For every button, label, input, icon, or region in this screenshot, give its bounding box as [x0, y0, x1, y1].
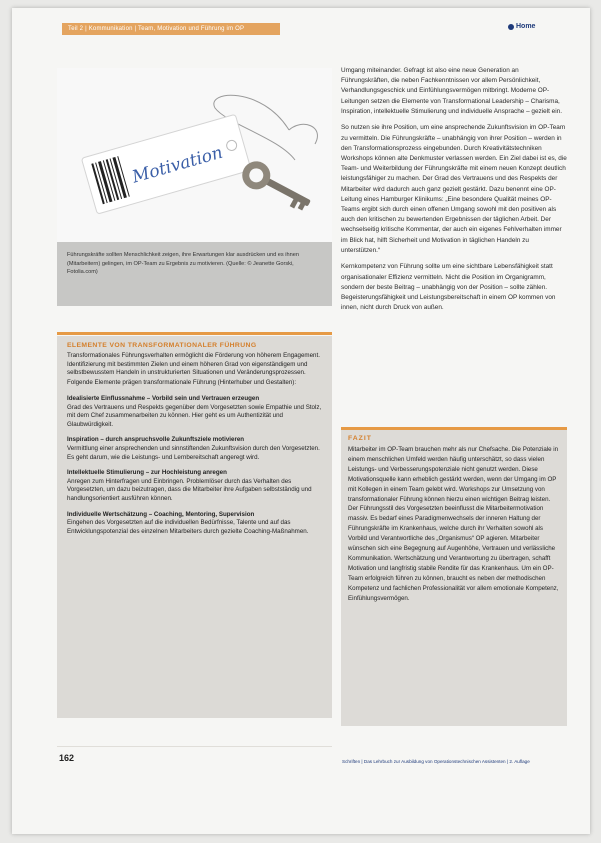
- tag-word: Motivation: [130, 142, 226, 188]
- motivation-key-photo: [57, 68, 332, 242]
- section-heading: Intellektuelle Stimulierung – zur Hochleistung anregen: [67, 469, 227, 477]
- section-heading: Individuelle Wertschätzung – Coaching, Mentoring, Supervision: [67, 510, 255, 518]
- home-icon: [508, 24, 514, 30]
- body-paragraph: Kernkompetenz von Führung sollte um eine sichtbare Lebensfähigkeit statt organisationaler Effizienz vermitteln. Nicht die Position im Organigramm, sondern der beste Beitrag – unabhängig von der Position – sollte zählen. Begeisterungsfähigkeit und Leistungsbereitschaft in einem OP kommen von innen, nicht durch Druck von außen.: [341, 263, 556, 312]
- page-number: 162: [59, 753, 75, 763]
- box-section: [67, 395, 325, 429]
- home-link[interactable]: [508, 23, 535, 30]
- photo-caption: Führungskräfte sollten Menschlichkeit zeigen, ihre Erwartungen klar ausdrücken und es ihnen (Mitarbeitern) gelingen, im OP-Team zu Ergebnis zu motivieren. (Quelle: © Jeanette Gorski, Fotolia.com): [67, 252, 299, 275]
- footer-divider: [57, 746, 332, 747]
- magazine-page: [12, 8, 590, 834]
- fazit-text: Mitarbeiter im OP-Team brauchen mehr als nur Chefsache. Die Potenziale in einem menschlichen Umfeld werden häufig unterschätzt, so dass vielen Leistungs- und Verbesserungspotenziale nicht genutzt werden. Diese Motivationsquelle kann erheblich gestärkt werden, wenn der Umgang im OP mit Kollegen in einem Team gelebt wird. Workshops zur Umsetzung von transformationaler Führung können hierzu einen wichtigen Beitrag leisten. Der Führungsstil des Vorgesetzten beeinflusst die Mitarbeitermotivation massiv. Es bedarf eines Paradigmenwechsels der inneren Haltung der Führungskräfte im Krankenhaus, welche durch ihr Verhalten sowohl als Vorbild und Verantwortliche des „Organismus“ OP agieren. Mitarbeiter wünschen sich eine Begegnung auf Augenhöhe, Vertrauen und verlässliche Kommunikation. Wertschätzung und Verantwortung zu übertragen, schafft Motivation und langfristig stabile Rendite für das Krankenhaus. Um ein OP-Team erfolgreich führen zu können, braucht es neben der methodischen Kompetenz und fachlichen Professionalität vor allem emotionale Kompetenz, Einfühlungsvermögen.: [348, 446, 559, 602]
- section-text: Eingehen des Vorgesetzten auf die individuellen Bedürfnisse, Talente und auf das Entwicklungspotenzial des einzelnen Mitarbeiters durch gezielte Coaching-Maßnahmen.: [67, 519, 309, 535]
- orange-rule: [57, 332, 332, 335]
- publication-footer: [342, 759, 568, 764]
- right-column-text: [341, 66, 567, 320]
- body-paragraph: Umgang miteinander. Gefragt ist also eine neue Generation an Führungskräften, die neben Fachkenntnissen vor allem Persönlichkeit, Verhandlungsgeschick und Einfühlungsvermögen mitbringt. Moderne OP-Leitungen setzen die Elemente von Transformational Leadership – Charisma, Inspiration, intellektuelle Stimulierung und individuelle Ansprache – gezielt ein.: [341, 67, 562, 115]
- box-section: [67, 436, 325, 462]
- fazit-title: FAZIT: [348, 435, 372, 442]
- orange-rule: [341, 427, 567, 430]
- key-tag-illustration: [57, 68, 332, 242]
- section-text: Anregen zum Hinterfragen und Einbringen. Problemlöser durch das Verhalten des Vorgesetzten, um dazu beizutragen, dass die Mitarbeiter ihre Aufgaben selbstständig und handlungsorientiert ausführen können.: [67, 477, 312, 502]
- box-body: [67, 352, 325, 538]
- section-heading: Idealisierte Einflussnahme – Vorbild sein und Vertrauen erzeugen: [67, 394, 260, 402]
- fazit-box: [341, 430, 567, 726]
- box-section: [67, 511, 325, 537]
- publication-title: Schriften | Das Lehrbuch zur Ausbildung von Operationstechnischen Assistenten | 2. Auflage: [342, 759, 530, 764]
- section-heading: Inspiration – durch anspruchsvolle Zukunftsziele motivieren: [67, 436, 245, 444]
- elements-sidebar-box: [57, 336, 332, 718]
- box-intro-2: Folgende Elemente prägen transformationale Führung (Hinterhuber und Gestalten):: [67, 379, 297, 387]
- section-text: Grad des Vertrauens und Respekts gegenüber dem Vorgesetzten sowie Empathie und Stolz, mit dem Chef zusammenarbeiten zu können. Hier geht es um Authentizität und Glaubwürdigkeit.: [67, 403, 322, 428]
- box-title: ELEMENTE VON TRANSFORMATIONALER FÜHRUNG: [67, 342, 257, 349]
- section-header: Teil 2 | Kommunikation | Team, Motivation und Führung im OP: [62, 23, 280, 35]
- section-text: Vermittlung einer ansprechenden und sinnstiftenden Zukunftsvision durch den Vorgesetzten. Es geht darum, wie die Leistungs- und Lernbereitschaft angeregt wird.: [67, 444, 320, 461]
- box-section: [67, 469, 325, 503]
- body-paragraph: So nutzen sie ihre Position, um eine ansprechende Zukunftsvision im OP-Team zu vermitteln. Die Führungskräfte – unabhängig von ihrer Position – werden in den Transformationsprozess eingebunden. Durch Kreativitätstechniken Workshops können alte Denkmuster verlassen werden. Ein Ziel dabei ist es, die Team- und Weiterbildung der Führungskräfte mit einem neuen Konzept deutlich leistungsfähiger zu machen. Der Grad des Vertrauens und des Respekts der Mitarbeiter wird dadurch auch ganz gezielt gestärkt. Dazu benennt eine OP-Leitung eines Hamburger Klinikums: „Eine besondere Qualität meines OP-Teams ergibt sich durch einen offenen Umgang sowohl mit den positiven als auch den kritischen zu bewertenden Ergebnissen der täglichen Arbeit. Der wechselseitig kritische Kommentar, der auch ein eigenes Fehlverhalten immer im Blick hat, hilft Sicherheit und Motivation in täglichen Handeln zu unterstützen.“: [341, 124, 567, 254]
- photo-caption-box: [57, 242, 332, 306]
- box-intro-1: Transformationales Führungsverhalten ermöglicht die Förderung von höherem Engagement. Identifizierung mit bestimmten Zielen und einem höheren Grad von eigenständigem und selbstbewusstem Handeln in unstrukturierten Situationen und Veränderungsprozessen.: [67, 352, 320, 377]
- home-label: Home: [516, 23, 536, 30]
